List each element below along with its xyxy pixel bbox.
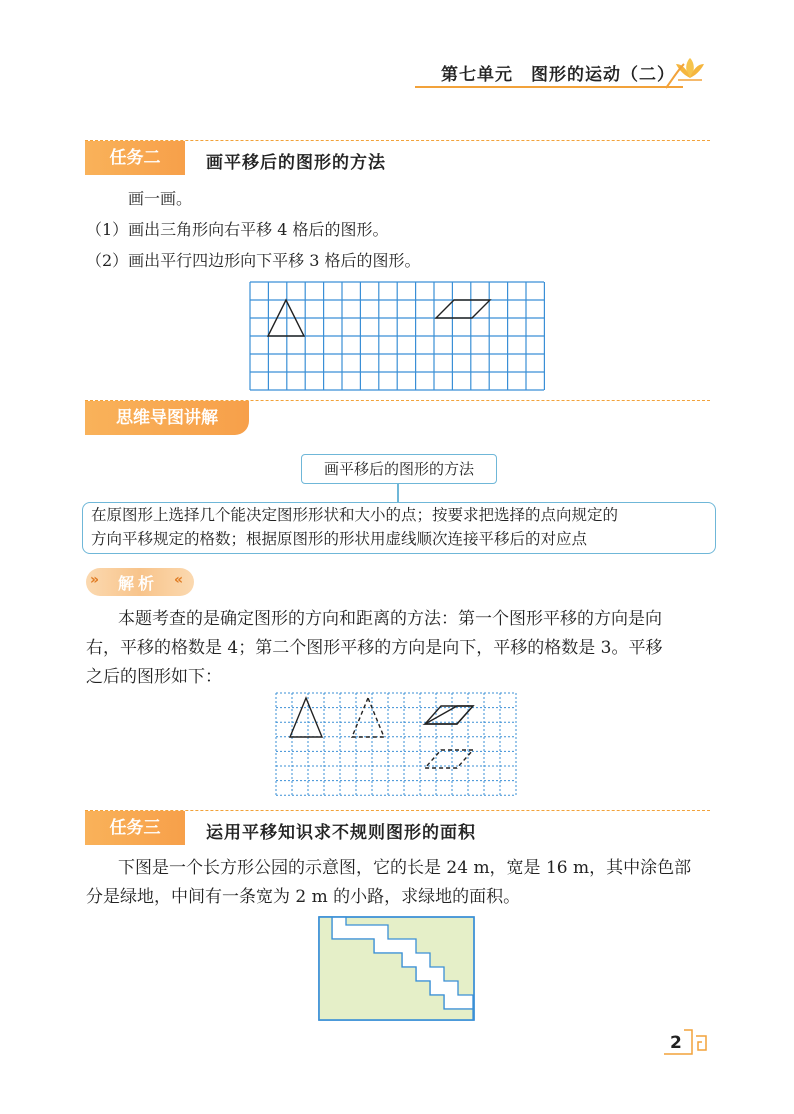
task2-intro: 画一画。	[128, 189, 193, 208]
mindmap-detail-box	[82, 502, 716, 554]
page-number: 2	[670, 1033, 682, 1053]
mindmap-center-node: 画平移后的图形的方法	[301, 454, 497, 484]
task3-tag: 任务三	[85, 811, 185, 845]
task2-question-2: （2）画出平行四边形向下平移 3 格后的图形。	[86, 251, 421, 270]
unit-title: 第七单元 图形的运动（二）	[441, 65, 675, 85]
original-parallelogram-outline	[425, 706, 473, 724]
task3-line-1: 下图是一个长方形公园的示意图，它的长是 24 m，宽是 16 m，其中涂色部	[118, 858, 692, 878]
task2-question-1: （1）画出三角形向右平移 4 格后的图形。	[86, 220, 389, 239]
chevron-right-icon: »	[90, 572, 100, 588]
task3-title: 运用平移知识求不规则图形的面积	[206, 823, 476, 843]
analysis-line-2: 右，平移的格数是 4；第二个图形平移的方向是向下，平移的格数是 3。平移	[86, 638, 663, 658]
header-swoosh-icon	[664, 60, 686, 90]
translation-grid-problem	[249, 281, 547, 393]
task2-tag: 任务二	[85, 141, 185, 175]
task3-line-2: 分是绿地，中间有一条宽为 2 m 的小路，求绿地的面积。	[86, 887, 521, 907]
translation-grid-solution	[275, 692, 521, 798]
parallelogram-shape	[436, 300, 490, 318]
task2-title: 画平移后的图形的方法	[206, 153, 386, 173]
chevron-left-icon: «	[174, 572, 184, 588]
mindmap-line-1: 在原图形上选择几个能决定图形形状和大小的点；按要求把选择的点向规定的	[91, 506, 619, 524]
page-number-frame-icon	[662, 1028, 710, 1056]
mindmap-tag: 思维导图讲解	[85, 401, 249, 435]
translated-parallelogram	[425, 750, 473, 768]
translated-triangle	[352, 698, 384, 737]
original-triangle	[290, 698, 322, 737]
park-diagram	[318, 916, 476, 1022]
analysis-line-1: 本题考查的是确定图形的方向和距离的方法：第一个图形平移的方向是向	[118, 609, 662, 629]
analysis-tag: 解析	[118, 574, 159, 593]
analysis-line-3: 之后的图形如下：	[86, 667, 222, 687]
header-underline	[415, 86, 683, 88]
mindmap-line-2: 方向平移规定的格数；根据原图形的形状用虚线顺次连接平移后的对应点	[91, 530, 588, 548]
mindmap-connector	[397, 484, 399, 502]
